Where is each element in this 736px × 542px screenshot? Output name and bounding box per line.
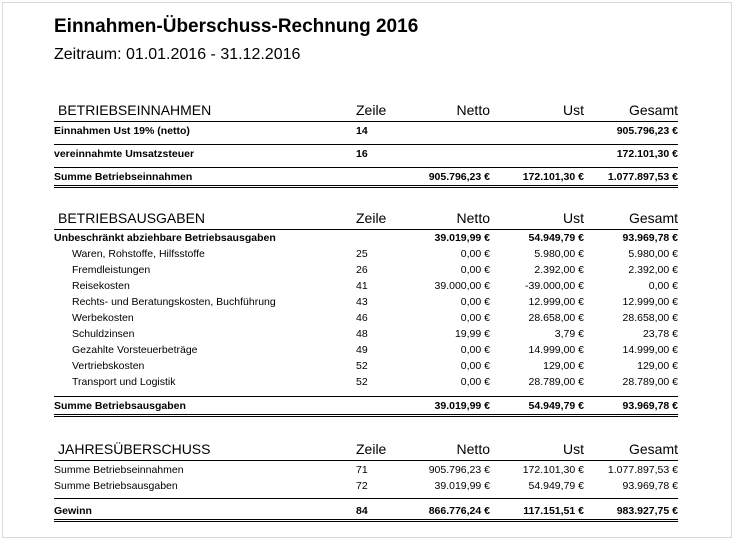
row-netto: 0,00 € — [460, 312, 490, 324]
row-zeile: 52 — [356, 360, 368, 372]
sum-gesamt: 983.927,75 € — [616, 505, 678, 517]
sum-ust: 172.101,30 € — [522, 171, 584, 183]
table-row — [54, 374, 678, 390]
group-ust: 54.949,79 € — [528, 232, 584, 244]
table-row — [54, 146, 678, 162]
group-label: Unbeschränkt abziehbare Betriebsausgaben — [54, 232, 276, 244]
row-zeile: 72 — [356, 480, 368, 492]
table-row — [54, 278, 678, 294]
table-row — [54, 326, 678, 342]
col-ust: Ust — [563, 210, 584, 226]
sum-label: Gewinn — [54, 505, 92, 517]
sum-row — [54, 169, 678, 185]
row-zeile: 49 — [356, 344, 368, 356]
section-header — [54, 207, 678, 229]
row-label: Gezahlte Vorsteuerbeträge — [72, 344, 198, 356]
sum-row — [54, 398, 678, 414]
section-heading: BETRIEBSAUSGABEN — [58, 210, 206, 226]
row-label: Summe Betriebseinnahmen — [54, 464, 184, 476]
row-zeile: 71 — [356, 464, 368, 476]
sum-zeile: 84 — [356, 505, 368, 517]
row-ust: 12.999,00 € — [528, 296, 584, 308]
table-row — [54, 462, 678, 478]
sum-label: Summe Betriebseinnahmen — [54, 171, 193, 183]
row-zeile: 41 — [356, 280, 368, 292]
row-gesamt: 129,00 € — [637, 360, 678, 372]
table-row — [54, 262, 678, 278]
section-ausgaben — [54, 207, 678, 417]
row-zeile: 25 — [356, 248, 368, 260]
row-netto: 0,00 € — [460, 296, 490, 308]
divider — [54, 460, 678, 461]
row-ust: -39.000,00 € — [525, 280, 584, 292]
section-ueberschuss — [54, 438, 678, 522]
section-heading: BETRIEBSEINNAHMEN — [58, 102, 212, 118]
row-gesamt: 28.658,00 € — [622, 312, 678, 324]
row-ust: 28.789,00 € — [528, 376, 584, 388]
row-gesamt: 28.789,00 € — [622, 376, 678, 388]
divider — [54, 498, 678, 499]
row-gesamt: 23,78 € — [642, 328, 678, 340]
row-label: Schuldzinsen — [72, 328, 135, 340]
col-netto: Netto — [456, 441, 490, 457]
col-netto: Netto — [456, 102, 490, 118]
row-ust: 3,79 € — [554, 328, 584, 340]
row-gesamt: 14.999,00 € — [622, 344, 678, 356]
row-gesamt: 2.392,00 € — [628, 264, 678, 276]
row-ust: 129,00 € — [543, 360, 584, 372]
row-gesamt: 172.101,30 € — [616, 148, 678, 160]
row-netto: 39.000,00 € — [434, 280, 490, 292]
group-gesamt: 93.969,78 € — [622, 232, 678, 244]
row-label: Werbekosten — [72, 312, 134, 324]
sum-netto: 866.776,24 € — [428, 505, 490, 517]
row-ust: 172.101,30 € — [522, 464, 584, 476]
row-ust: 28.658,00 € — [528, 312, 584, 324]
sum-netto: 39.019,99 € — [434, 400, 490, 412]
sum-label: Summe Betriebsausgaben — [54, 400, 186, 412]
divider — [54, 167, 678, 168]
row-label: vereinnahmte Umsatzsteuer — [54, 148, 195, 160]
row-ust: 54.949,79 € — [528, 480, 584, 492]
sum-ust: 117.151,51 € — [523, 505, 584, 517]
sum-gesamt: 93.969,78 € — [622, 400, 678, 412]
row-netto: 0,00 € — [460, 376, 490, 388]
row-zeile: 16 — [356, 148, 368, 160]
table-row — [54, 358, 678, 374]
row-gesamt: 93.969,78 € — [622, 480, 678, 492]
col-gesamt: Gesamt — [628, 102, 678, 118]
row-netto: 39.019,99 € — [434, 480, 490, 492]
row-ust: 5.980,00 € — [534, 248, 584, 260]
row-label: Reisekosten — [72, 280, 130, 292]
sum-gesamt: 1.077.897,53 € — [607, 171, 678, 183]
row-label: Rechts- und Beratungskosten, Buchführung — [72, 296, 276, 308]
row-zeile: 52 — [356, 376, 368, 388]
row-zeile: 43 — [356, 296, 368, 308]
table-row — [54, 123, 678, 139]
sum-ust: 54.949,79 € — [528, 400, 584, 412]
double-divider — [54, 185, 678, 188]
col-ust: Ust — [563, 102, 584, 118]
row-label: Transport und Logistik — [72, 376, 176, 388]
row-netto: 19,99 € — [454, 328, 490, 340]
section-header — [54, 99, 678, 121]
double-divider — [54, 519, 678, 522]
row-label: Fremdleistungen — [72, 264, 151, 276]
sum-row — [54, 503, 678, 519]
table-row — [54, 342, 678, 358]
divider — [54, 396, 678, 397]
row-netto: 0,00 € — [460, 248, 490, 260]
row-ust: 2.392,00 € — [534, 264, 584, 276]
row-gesamt: 1.077.897,53 € — [607, 464, 678, 476]
row-ust: 14.999,00 € — [528, 344, 584, 356]
col-ust: Ust — [563, 441, 584, 457]
row-label: Vertriebskosten — [72, 360, 145, 372]
row-label: Waren, Rohstoffe, Hilfsstoffe — [72, 248, 205, 260]
period-label: Zeitraum: 01.01.2016 - 31.12.2016 — [54, 46, 301, 63]
row-gesamt: 0,00 € — [648, 280, 678, 292]
group-netto: 39.019,99 € — [434, 232, 490, 244]
col-zeile: Zeile — [356, 441, 387, 457]
section-einnahmen — [54, 99, 678, 188]
row-gesamt: 905.796,23 € — [616, 125, 678, 137]
row-netto: 0,00 € — [460, 344, 490, 356]
table-row — [54, 246, 678, 262]
double-divider — [54, 414, 678, 417]
sum-netto: 905.796,23 € — [428, 171, 490, 183]
row-netto: 0,00 € — [460, 264, 490, 276]
row-zeile: 26 — [356, 264, 368, 276]
row-netto: 0,00 € — [460, 360, 490, 372]
table-row — [54, 310, 678, 326]
row-zeile: 46 — [356, 312, 368, 324]
col-zeile: Zeile — [356, 102, 387, 118]
page-title: Einnahmen-Überschuss-Rechnung 2016 — [54, 16, 419, 37]
row-zeile: 14 — [356, 125, 368, 137]
row-gesamt: 5.980,00 € — [628, 248, 678, 260]
section-header — [54, 438, 678, 460]
section-heading: JAHRESÜBERSCHUSS — [58, 441, 211, 457]
col-gesamt: Gesamt — [628, 210, 678, 226]
row-label: Einnahmen Ust 19% (netto) — [54, 125, 190, 137]
table-row — [54, 294, 678, 310]
row-gesamt: 12.999,00 € — [622, 296, 678, 308]
row-netto: 905.796,23 € — [428, 464, 490, 476]
col-gesamt: Gesamt — [628, 441, 678, 457]
divider — [54, 121, 678, 122]
col-zeile: Zeile — [356, 210, 387, 226]
col-netto: Netto — [456, 210, 490, 226]
table-row — [54, 478, 678, 494]
row-label: Summe Betriebsausgaben — [54, 480, 178, 492]
group-row — [54, 230, 678, 246]
divider — [54, 144, 678, 145]
row-zeile: 48 — [356, 328, 368, 340]
